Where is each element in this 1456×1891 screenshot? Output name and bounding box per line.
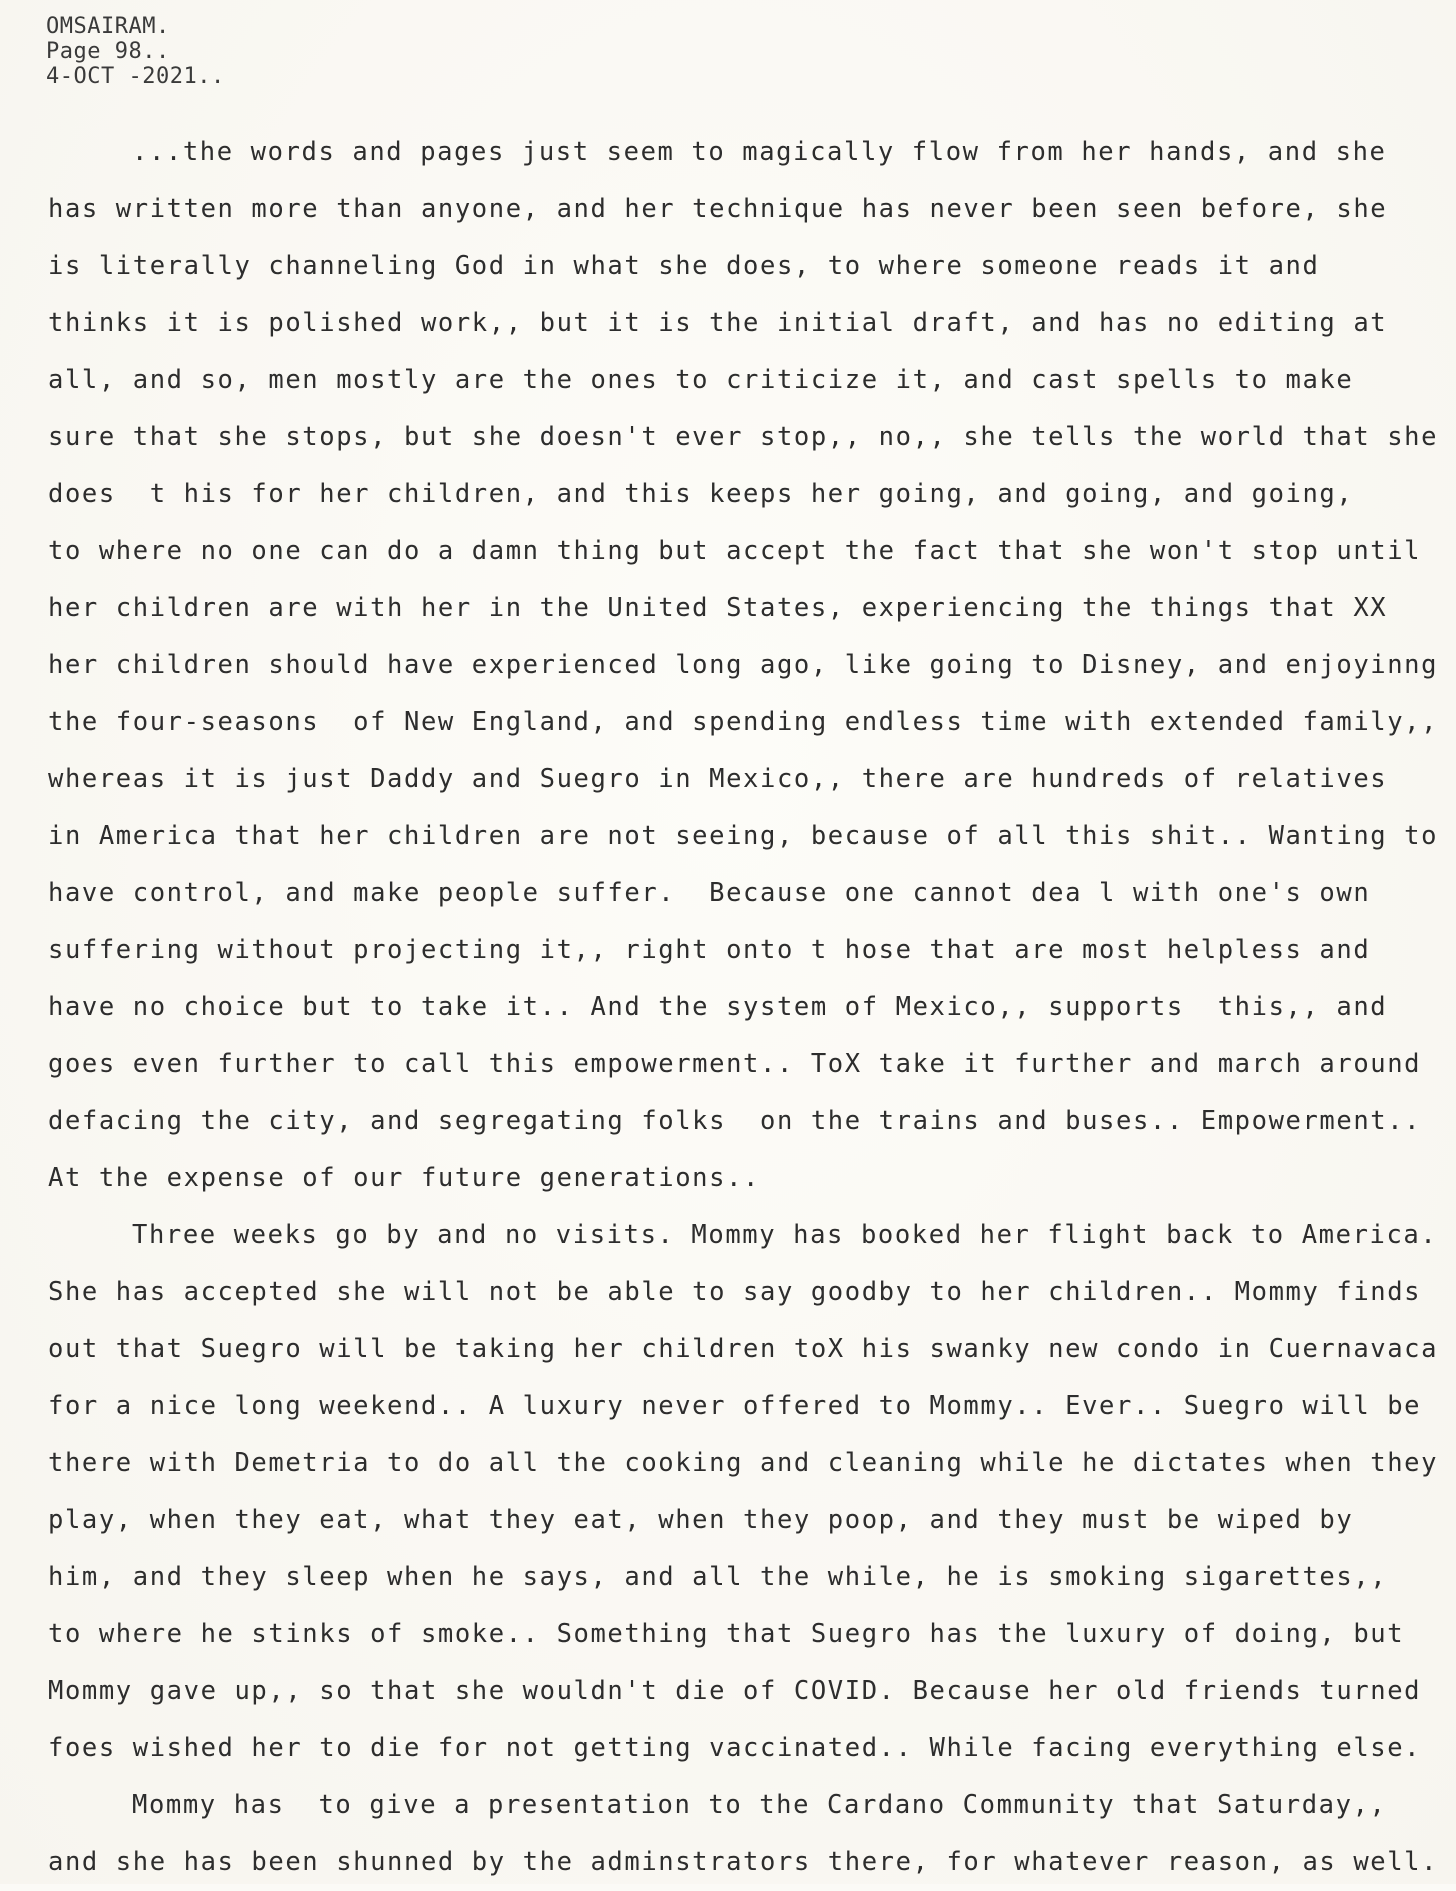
header-title: OMSAIRAM. [46,14,170,39]
text-line: thinks it is polished work,, but it is the initial draft, and has no editing at [48,308,1388,338]
text-line: to where he stinks of smoke.. Something that Suegro has the luxury of doing, but [48,1619,1405,1649]
text-line: Mommy has to give a presentation to the Cardano Community that Saturday,, [132,1790,1387,1820]
text-line: there with Demetria to do all the cooking and cleaning while he dictates when they [48,1448,1439,1478]
text-line: all, and so, men mostly are the ones to criticize it, and cast spells to make [48,365,1354,395]
text-line: She has accepted she will not be able to say goodby to her children.. Mommy finds [48,1277,1422,1307]
text-line: play, when they eat, what they eat, when they poop, and they must be wiped by [48,1505,1354,1535]
text-line: suffering without projecting it,, right onto t hose that are most helpless and [48,935,1371,965]
text-line: have control, and make people suffer. Because one cannot dea l with one's own [48,878,1371,908]
text-line: her children should have experienced long ago, like going to Disney, and enjoyinng [48,650,1439,680]
text-line: goes even further to call this empowerment.. ToX take it further and march around [48,1049,1422,1079]
text-line: whereas it is just Daddy and Suegro in Mexico,, there are hundreds of relatives [48,764,1388,794]
text-line: foes wished her to die for not getting vaccinated.. While facing everything else. [48,1733,1422,1763]
text-line: in America that her children are not seeing, because of all this shit.. Wanting to [48,821,1439,851]
text-line: have no choice but to take it.. And the system of Mexico,, supports this,, and [48,992,1388,1022]
text-line: At the expense of our future generations.. [48,1163,760,1193]
body-text [48,124,1448,1891]
text-line: does t his for her children, and this keeps her going, and going, and going, [48,479,1354,509]
text-line: out that Suegro will be taking her children toX his swanky new condo in Cuernavaca [48,1334,1439,1364]
text-line: Mommy gave up,, so that she wouldn't die of COVID. Because her old friends turned [48,1676,1422,1706]
text-line: defacing the city, and segregating folks on the trains and buses.. Empowerment.. [48,1106,1422,1136]
page-header [46,14,225,89]
text-line: him, and they sleep when he says, and all the while, he is smoking sigarettes,, [48,1562,1388,1592]
header-date: 4-OCT -2021.. [46,64,225,89]
text-line: has written more than anyone, and her technique has never been seen before, she [48,194,1388,224]
text-line: is literally channeling God in what she does, to where someone reads it and [48,251,1320,281]
text-line: the four-seasons of New England, and spending endless time with extended family,, [48,707,1439,737]
header-page-number: Page 98.. [46,39,170,64]
text-line: and she has been shunned by the adminstrators there, for whatever reason, as well. [48,1847,1439,1877]
text-line: to where no one can do a damn thing but accept the fact that she won't stop until [48,536,1422,566]
text-line: her children are with her in the United States, experiencing the things that XX [48,593,1388,623]
text-line: Three weeks go by and no visits. Mommy has booked her flight back to America. [132,1220,1438,1250]
text-line: ...the words and pages just seem to magically flow from her hands, and she [132,137,1387,167]
text-line: sure that she stops, but she doesn't ever stop,, no,, she tells the world that she [48,422,1439,452]
text-line: for a nice long weekend.. A luxury never offered to Mommy.. Ever.. Suegro will be [48,1391,1422,1421]
